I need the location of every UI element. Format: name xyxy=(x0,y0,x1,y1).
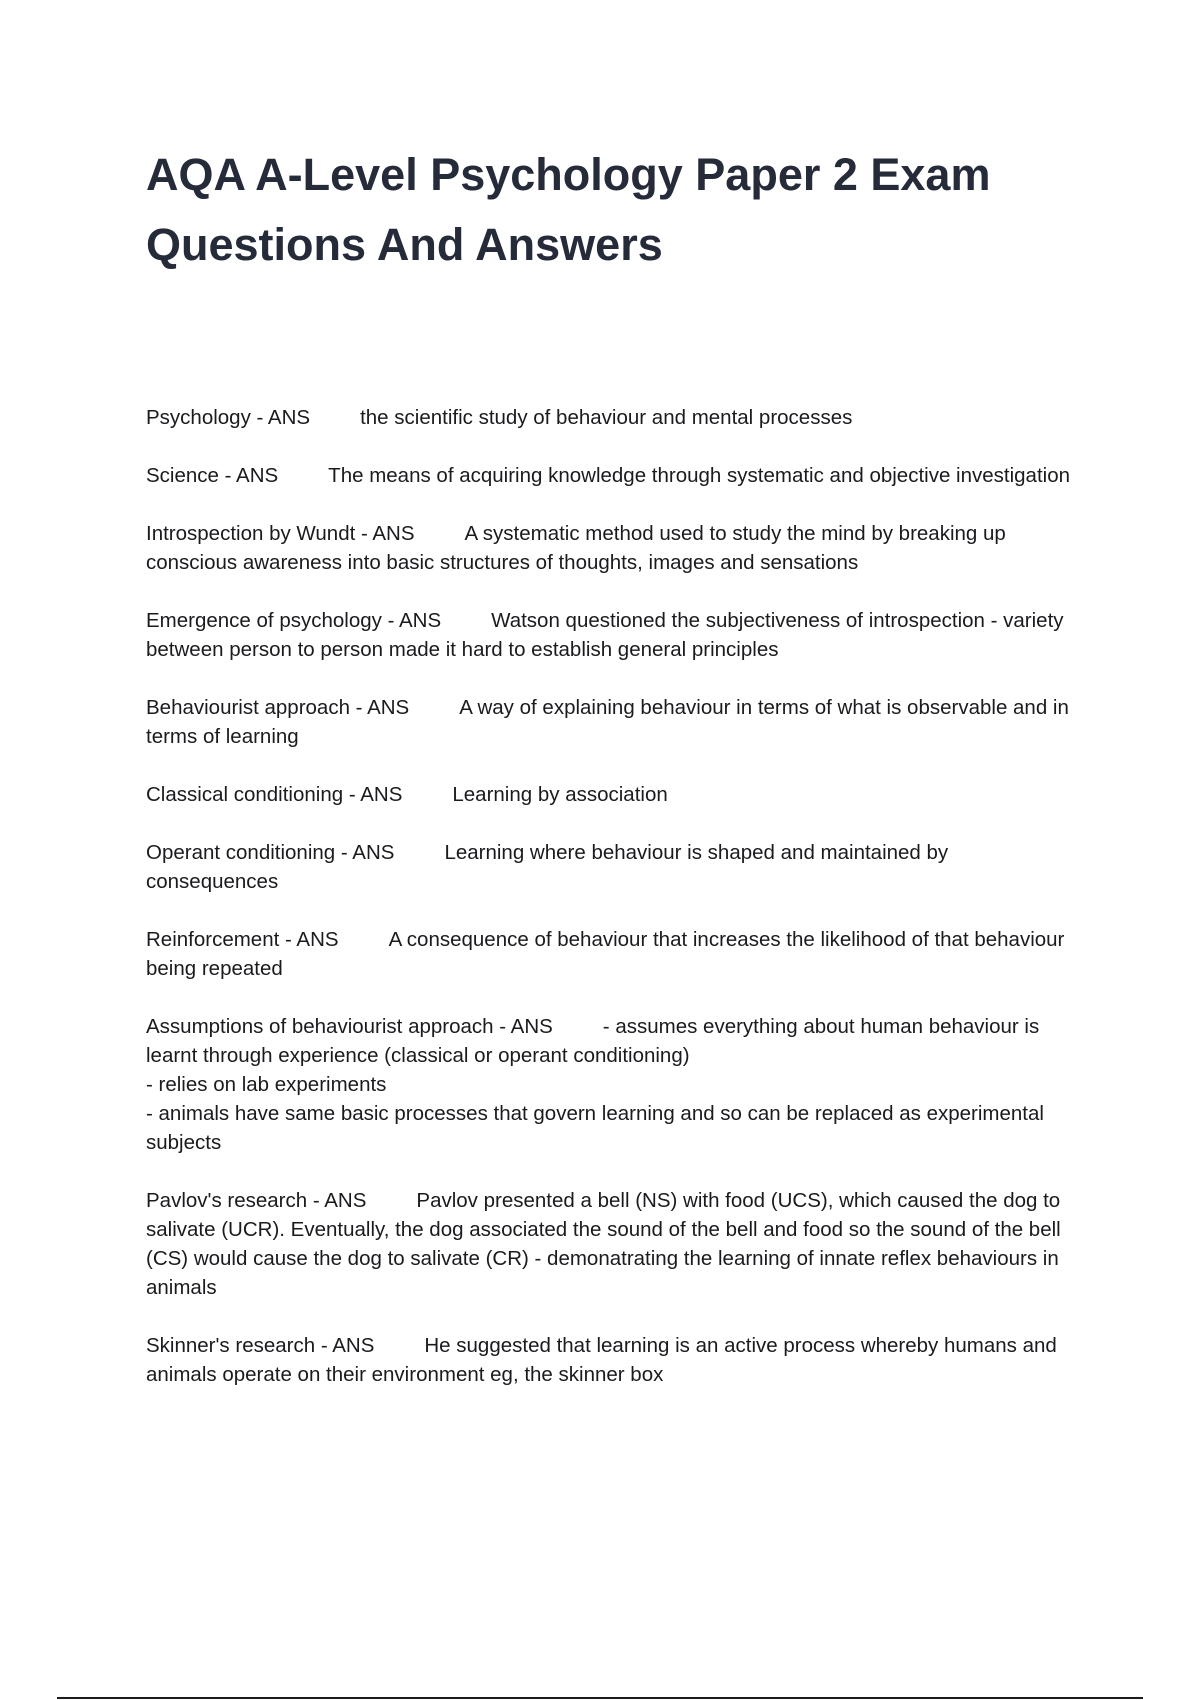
qa-entry xyxy=(146,1186,1086,1302)
qa-term: Reinforcement - ANS xyxy=(146,928,339,951)
qa-entry xyxy=(146,606,1086,664)
qa-entry xyxy=(146,461,1086,490)
qa-entry xyxy=(146,693,1086,751)
qa-definition: Learning where behaviour is shaped and maintained by consequences xyxy=(146,841,954,893)
qa-term: Behaviourist approach - ANS xyxy=(146,696,410,719)
qa-entry xyxy=(146,1331,1086,1389)
qa-entry xyxy=(146,1012,1086,1157)
qa-term: Pavlov's research - ANS xyxy=(146,1189,367,1212)
qa-term: Classical conditioning - ANS xyxy=(146,783,403,806)
qa-definition: the scientific study of behaviour and mental processes xyxy=(360,406,853,429)
qa-term: Assumptions of behaviourist approach - ANS xyxy=(146,1015,553,1038)
qa-term: Science - ANS xyxy=(146,464,279,487)
qa-entry xyxy=(146,925,1086,983)
qa-definition: A consequence of behaviour that increases the likelihood of that behaviour being repeated xyxy=(146,928,1071,980)
document-title: AQA A-Level Psychology Paper 2 Exam Questions And Answers xyxy=(146,149,991,270)
qa-entry xyxy=(146,780,1086,809)
qa-term: Emergence of psychology - ANS xyxy=(146,609,442,632)
qa-definition: A systematic method used to study the mind by breaking up conscious awareness into basic structures of thoughts, images and sensations xyxy=(146,522,1012,574)
qa-definition: Learning by association xyxy=(452,783,668,806)
qa-definition: Pavlov presented a bell (NS) with food (UCS), which caused the dog to salivate (UCR). Eventually, the dog associated the sound of the bell and food so the sound of the bell (CS) would cause the dog to salivate (CR) - demonatrating the learning of innate reflex behaviours in animals xyxy=(146,1189,1067,1299)
qa-definition: He suggested that learning is an active process whereby humans and animals operate on their environment eg, the skinner box xyxy=(146,1334,1063,1386)
qa-definition: The means of acquiring knowledge through systematic and objective investigation xyxy=(328,464,1071,487)
qa-list xyxy=(146,403,1086,1418)
qa-entry xyxy=(146,838,1086,896)
qa-entry xyxy=(146,519,1086,577)
qa-definition: A way of explaining behaviour in terms of what is observable and in terms of learning xyxy=(146,696,1075,748)
page-bottom-rule xyxy=(57,1697,1143,1699)
qa-term: Skinner's research - ANS xyxy=(146,1334,375,1357)
qa-definition: - assumes everything about human behaviour is learnt through experience (classical or operant conditioning) - relies on lab experiments - animals have same basic processes that govern learning and so can be replaced as experimental subjects xyxy=(146,1015,1044,1154)
qa-term: Operant conditioning - ANS xyxy=(146,841,395,864)
qa-entry xyxy=(146,403,1086,432)
qa-definition: Watson questioned the subjectiveness of introspection - variety between person to person made it hard to establish general principles xyxy=(146,609,1070,661)
qa-term: Introspection by Wundt - ANS xyxy=(146,522,415,545)
qa-term: Psychology - ANS xyxy=(146,406,311,429)
